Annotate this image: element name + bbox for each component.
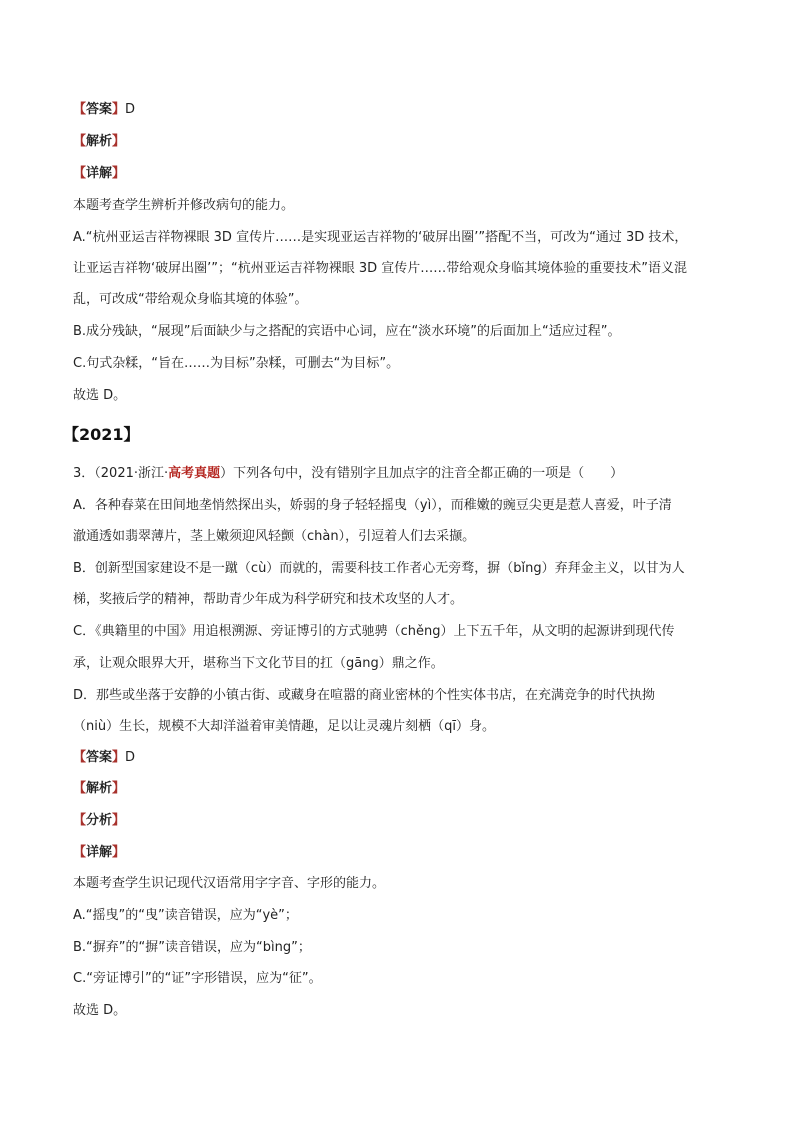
bracket-close: 】 (112, 134, 126, 149)
answer-value: D (125, 750, 136, 765)
block1-line-0: 本题考查学生辨析并修改病句的能力。 (73, 198, 295, 213)
detail-row-1 (73, 164, 733, 184)
bracket-close: 】 (112, 750, 126, 765)
bracket-open: 【 (73, 845, 87, 860)
question-prompt: ）下列各句中，没有错别字且加点字的注音全都正确的一项是（ ） (220, 466, 624, 481)
fenxi-row-2 (73, 811, 733, 831)
analysis-row-2 (73, 779, 733, 799)
question-number: 3．（2021·浙江· (73, 466, 169, 481)
question-stem (73, 464, 733, 484)
block2-line-3: C.“旁证博引”的“证”字形错误，应为“征”。 (73, 971, 322, 986)
option-line-4: C．《典籍里的中国》用追根溯源、旁证博引的方式驰骋（chěng）上下五千年，从文明的起源讲到现代传 (73, 624, 675, 639)
question-source: 高考真题 (168, 466, 221, 481)
answer-row-1 (73, 100, 733, 120)
bracket-close: 】 (112, 813, 126, 828)
bracket-open: 【 (73, 166, 87, 181)
option-line-1: 澈通透如翡翠薄片，茎上嫩须迎风轻颤（chàn），引逗着人们去采撷。 (73, 529, 476, 544)
bracket-open: 【 (73, 813, 87, 828)
detail-row-2 (73, 843, 733, 863)
bracket-open: 【 (73, 134, 87, 149)
block1-line-3: 乱，可改成“带给观众身临其境的体验”。 (73, 292, 308, 307)
option-line-0: A．各种春菜在田间地垄悄然探出头，娇弱的身子轻轻摇曳（yì），而稚嫩的豌豆尖更是惹人喜爱，叶子清 (73, 498, 672, 513)
option-line-3: 梯，奖掖后学的精神，帮助青少年成为科学研究和技术攻坚的人才。 (73, 592, 464, 607)
bracket-open: 【 (73, 750, 87, 765)
bracket-close: 】 (112, 102, 126, 117)
answer-value: D (125, 102, 136, 117)
fenxi-label: 分析 (86, 813, 113, 828)
bracket-open: 【 (73, 781, 87, 796)
block1-line-6: 故选 D。 (73, 388, 127, 403)
block1-line-4: B.成分残缺，“展现”后面缺少与之搭配的宾语中心词，应在“淡水环境”的后面加上“适应过程”。 (73, 324, 621, 339)
block2-line-4: 故选 D。 (73, 1003, 127, 1018)
option-line-6: D．那些或坐落于安静的小镇古街、或藏身在喧嚣的商业密林的个性实体书店，在充满竞争的时代执拗 (73, 688, 656, 703)
option-line-7: （niù）生长，规模不大却洋溢着审美情趣，足以让灵魂片刻栖（qī）身。 (73, 719, 495, 734)
year-heading: 【2021】 (63, 425, 140, 444)
analysis-row-1 (73, 132, 733, 152)
answer-row-2 (73, 748, 733, 768)
block1-line-5: C.句式杂糅，“旨在……为目标”杂糅，可删去“为目标”。 (73, 356, 400, 371)
block2-line-1: A.“摇曳”的“曳”读音错误，应为“yè”； (73, 908, 298, 923)
answer-label: 答案 (86, 102, 113, 117)
option-line-2: B．创新型国家建设不是一蹴（cù）而就的，需要科技工作者心无旁骛，摒（bǐng）弃拜金主义，以甘为人 (73, 561, 685, 576)
detail-label: 详解 (86, 845, 113, 860)
option-line-5: 承，让观众眼界大开，堪称当下文化节目的扛（gāng）鼎之作。 (73, 656, 444, 671)
detail-label: 详解 (86, 166, 113, 181)
block1-line-1: A.“杭州亚运吉祥物裸眼 3D 宣传片……是实现亚运吉祥物的‘破屏出圈’”搭配不当，可改为“通过 3D 技术， (73, 230, 688, 245)
block1-line-2: 让亚运吉祥物‘破屏出圈’”；“杭州亚运吉祥物裸眼 3D 宣传片……带给观众身临其境体验的重要技术”语义混 (73, 261, 688, 276)
bracket-close: 】 (112, 781, 126, 796)
analysis-label: 解析 (86, 134, 113, 149)
analysis-label: 解析 (86, 781, 113, 796)
block2-line-0: 本题考查学生识记现代汉语常用字字音、字形的能力。 (73, 876, 386, 891)
block2-line-2: B.“摒弃”的“摒”读音错误，应为“bìng”； (73, 940, 311, 955)
bracket-close: 】 (112, 166, 126, 181)
answer-label: 答案 (86, 750, 113, 765)
bracket-close: 】 (112, 845, 126, 860)
bracket-open: 【 (73, 102, 87, 117)
